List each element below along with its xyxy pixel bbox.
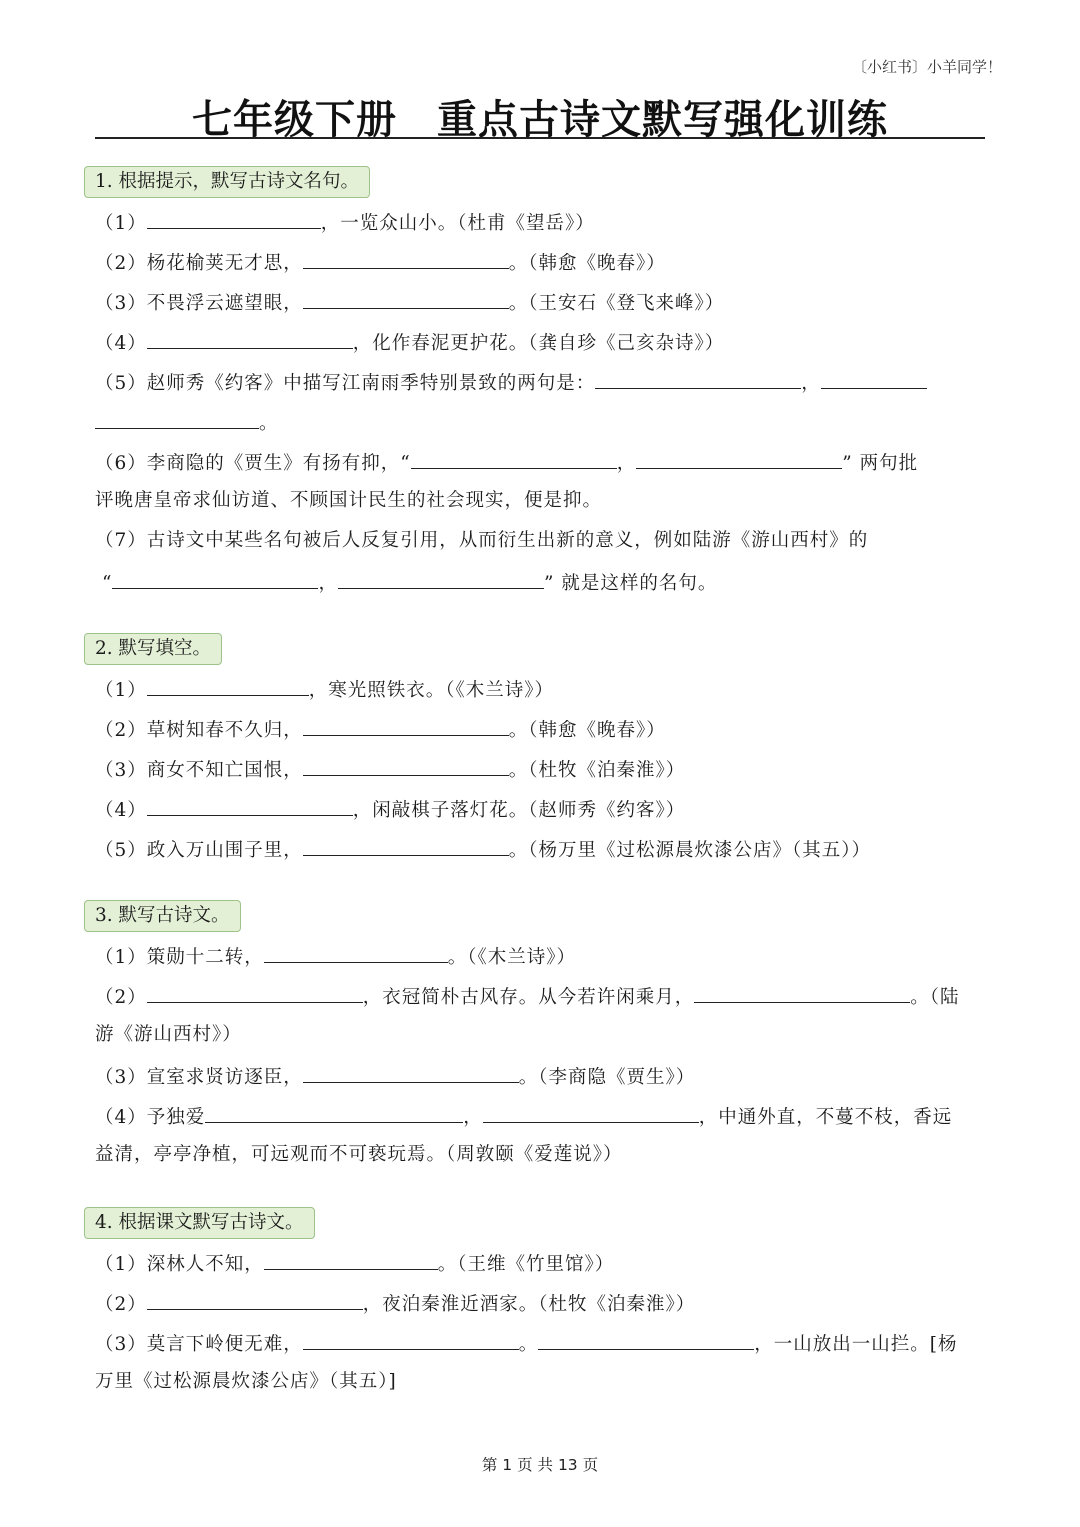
title-part1: 七年级下册 [192, 97, 397, 143]
section-3-heading: 3. 默写古诗文。 [84, 900, 241, 932]
answer-blank[interactable] [303, 1062, 519, 1083]
answer-blank[interactable] [538, 1329, 754, 1350]
answer-blank[interactable] [636, 448, 842, 469]
answer-blank[interactable] [147, 675, 309, 696]
section-2-heading: 2. 默写填空。 [84, 633, 222, 665]
answer-blank[interactable] [264, 942, 448, 963]
answer-blank[interactable] [303, 755, 509, 776]
s1-item-6-cont: 评晚唐皇帝求仙访道、不顾国计民生的社会现实，便是抑。 [95, 490, 603, 511]
s1-item-5: （5）赵师秀《约客》中描写江南雨季特别景致的两句是： ， [95, 368, 927, 397]
s4-item-2: （2） ，夜泊秦淮近酒家。（杜牧《泊秦淮》） [95, 1289, 695, 1318]
answer-blank[interactable] [147, 1289, 363, 1310]
page-footer: 第 1 页 共 13 页 [481, 1456, 599, 1474]
answer-blank[interactable] [411, 448, 617, 469]
s1-item-7: （7）古诗文中某些名句被后人反复引用，从而衍生出新的意义，例如陆游《游山西村》的 [95, 530, 869, 551]
answer-blank[interactable] [147, 982, 363, 1003]
s4-item-3-cont: 万里《过松源晨炊漆公店》（其五）] [95, 1371, 397, 1392]
answer-blank[interactable] [95, 408, 259, 429]
s4-item-1: （1）深林人不知， 。（王维《竹里馆》） [95, 1249, 614, 1278]
answer-blank[interactable] [303, 1329, 519, 1350]
watermark: 〔小红书〕小羊同学！ [851, 58, 1002, 76]
s1-item-1: （1） ，一览众山小。（杜甫《望岳》） [95, 208, 595, 237]
s1-item-4: （4） ，化作春泥更护花。（龚自珍《己亥杂诗》） [95, 328, 724, 357]
title-rule [95, 137, 985, 139]
answer-blank[interactable] [821, 368, 927, 389]
s3-item-4: （4）予独爱 ， ，中通外直，不蔓不枝，香远 [95, 1102, 952, 1131]
s2-item-3: （3）商女不知亡国恨， 。（杜牧《泊秦淮》） [95, 755, 685, 784]
title-part2: 重点古诗文默写强化训练 [437, 97, 888, 143]
s1-item-5-cont: 。 [95, 408, 279, 437]
answer-blank[interactable] [303, 835, 509, 856]
s4-item-3: （3）莫言下岭便无难， 。 ，一山放出一山拦。[杨 [95, 1329, 958, 1358]
s3-item-3: （3）宣室求贤访逐臣， 。（李商隐《贾生》） [95, 1062, 695, 1091]
answer-blank[interactable] [303, 288, 509, 309]
section-1-heading: 1. 根据提示，默写古诗文名句。 [84, 166, 370, 198]
answer-blank[interactable] [112, 568, 318, 589]
answer-blank[interactable] [147, 795, 353, 816]
s3-item-2-cont: 游《游山西村》） [95, 1024, 242, 1045]
answer-blank[interactable] [147, 328, 353, 349]
answer-blank[interactable] [694, 982, 910, 1003]
answer-blank[interactable] [147, 208, 321, 229]
answer-blank[interactable] [205, 1102, 463, 1123]
s1-item-7-cont: “ ， ” 就是这样的名句。 [102, 568, 717, 597]
answer-blank[interactable] [595, 368, 801, 389]
s1-item-3: （3）不畏浮云遮望眼， 。（王安石《登飞来峰》） [95, 288, 724, 317]
s3-item-1: （1）策勋十二转， 。（《木兰诗》） [95, 942, 576, 971]
section-4-heading: 4. 根据课文默写古诗文。 [84, 1207, 315, 1239]
s2-item-5: （5）政入万山围子里， 。（杨万里《过松源晨炊漆公店》（其五）） [95, 835, 871, 864]
s2-item-2: （2）草树知春不久归， 。（韩愈《晚春》） [95, 715, 666, 744]
answer-blank[interactable] [338, 568, 544, 589]
answer-blank[interactable] [303, 715, 509, 736]
s3-item-2: （2） ，衣冠简朴古风存。从今若许闲乘月， 。（陆 [95, 982, 960, 1011]
s1-item-6: （6）李商隐的《贾生》有扬有抑，“ ， ” 两句批 [95, 448, 918, 477]
answer-blank[interactable] [303, 248, 509, 269]
s1-item-2: （2）杨花榆荚无才思， 。（韩愈《晚春》） [95, 248, 666, 277]
s3-item-4-cont: 益清，亭亭净植，可远观而不可亵玩焉。（周敦颐《爱莲说》） [95, 1144, 623, 1165]
answer-blank[interactable] [483, 1102, 699, 1123]
s2-item-4: （4） ，闲敲棋子落灯花。（赵师秀《约客》） [95, 795, 685, 824]
s2-item-1: （1） ，寒光照铁衣。（《木兰诗》） [95, 675, 554, 704]
answer-blank[interactable] [264, 1249, 438, 1270]
